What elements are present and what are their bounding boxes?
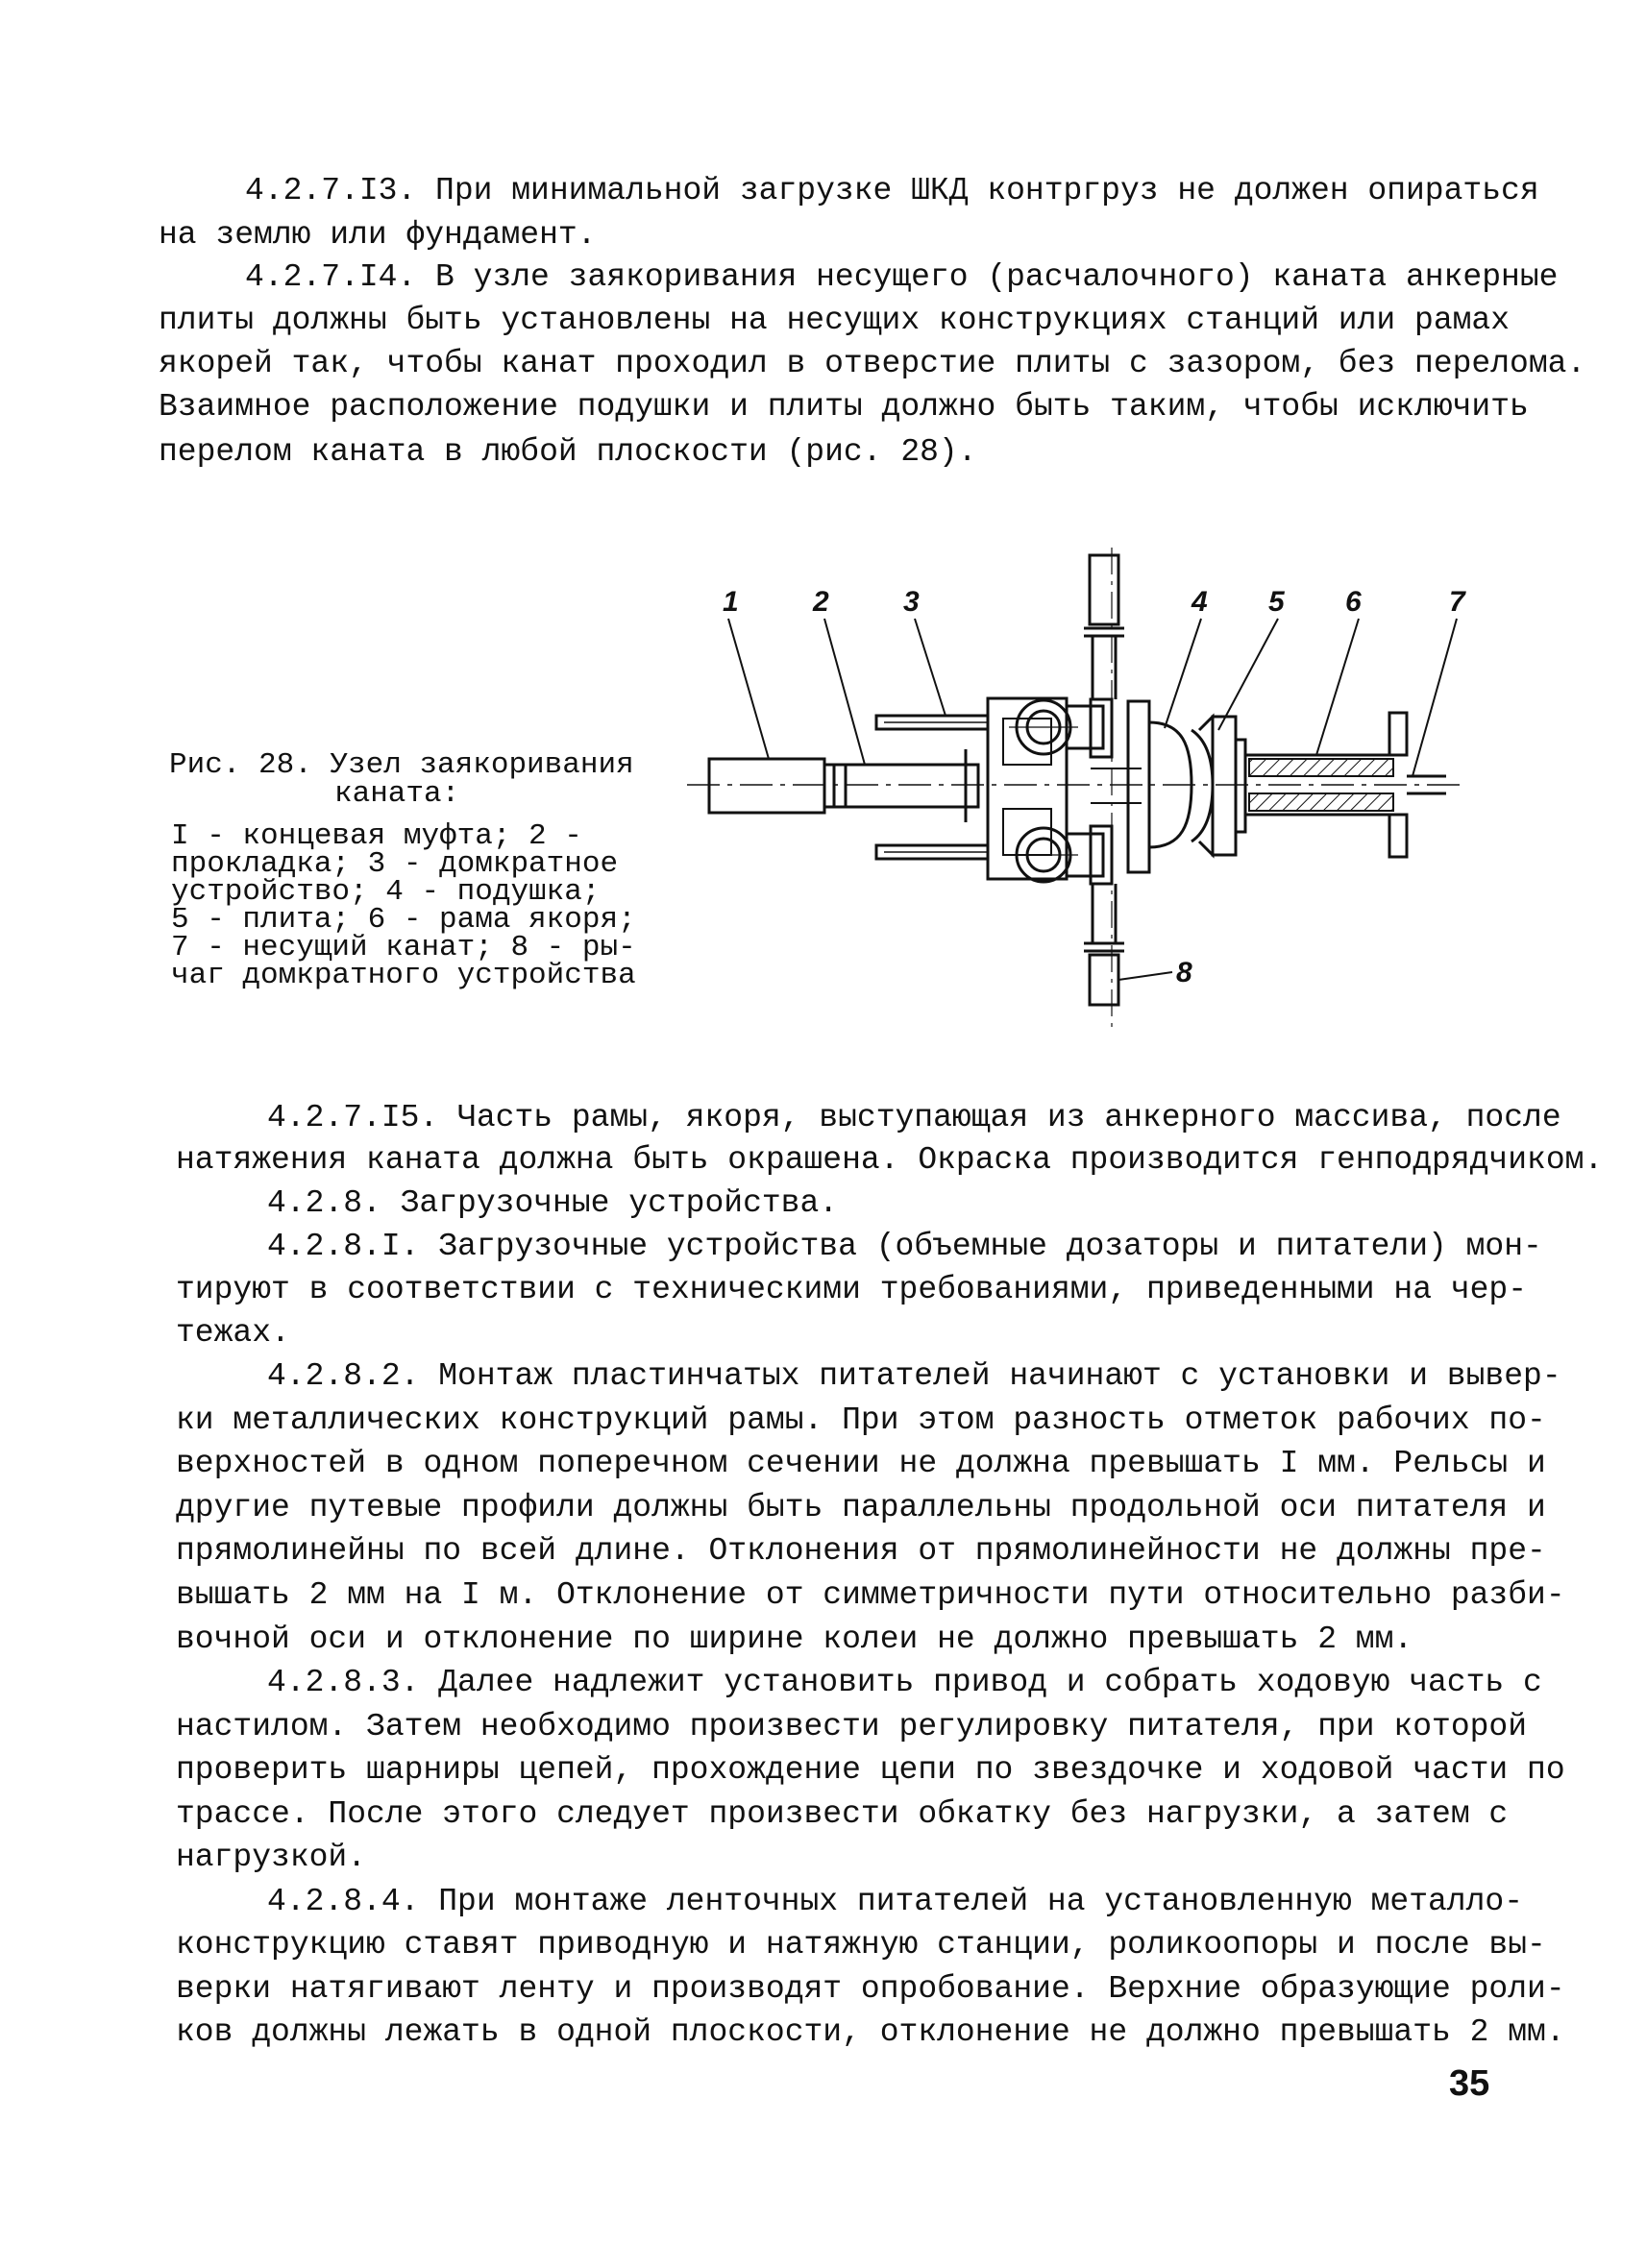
para-4-2-8-1-line-2: тируют в соответствии с техническими требованиями, приведенными на чер- [176,1272,1528,1307]
figure-legend-line-1: I - концевая муфта; 2 - [171,819,582,853]
para-4-2-7-14-line-5: перелом каната в любой плоскости (рис. 28). [159,434,977,470]
label-8: 8 [1176,957,1192,988]
figure-caption-title: Рис. 28. Узел заякоривания [169,748,634,782]
label-4: 4 [1192,586,1208,618]
label-1: 1 [723,586,739,618]
para-4-2-8-4-line-3: верки натягивают ленту и производят опробование. Верхние образующие роли- [176,1971,1565,2007]
para-4-2-8-4-line-4: ков должны лежать в одной плоскости, отклонение не должно превышать 2 мм. [176,2014,1565,2050]
para-4-2-8-1-line-1: 4.2.8.I. Загрузочные устройства (объемные дозаторы и питатели) мон- [267,1229,1542,1264]
para-4-2-7-14-line-3: якорей так, чтобы канат проходил в отверстие плиты с зазором, без перелома. [159,346,1586,381]
label-6: 6 [1345,586,1362,618]
para-4-2-8-2-line-7: вочной оси и отклонение по ширине колеи не должно превышать 2 мм. [176,1622,1413,1657]
page-number: 35 [1449,2063,1490,2104]
para-4-2-8-3-line-1: 4.2.8.3. Далее надлежит установить привод и собрать ходовую часть с [267,1665,1542,1700]
figure-legend-line-4: 5 - плита; 6 - рама якоря; [171,903,636,937]
para-4-2-8-4-line-1: 4.2.8.4. При монтаже ленточных питателей на установленную металло- [267,1884,1524,1919]
para-4-2-8-2-line-6: вышать 2 мм на I м. Отклонение от симметричности пути относительно разби- [176,1577,1565,1613]
para-4-2-7-14-line-1: 4.2.7.I4. В узле заякоривания несущего (расчалочного) каната анкерные [245,259,1559,295]
para-4-2-8-2-line-2: ки металлических конструкций рамы. При этом разность отметок рабочих по- [176,1402,1546,1438]
figure-legend-line-2: прокладка; 3 - домкратное [171,847,619,881]
section-4-2-8-heading: 4.2.8. Загрузочные устройства. [267,1185,839,1221]
para-4-2-8-3-line-5: нагрузкой. [176,1840,367,1875]
label-2: 2 [813,586,829,618]
para-4-2-8-2-line-1: 4.2.8.2. Монтаж пластинчатых питателей начинают с установки и вывер- [267,1358,1561,1394]
para-4-2-8-2-line-3: верхностей в одном поперечном сечении не должна превышать I мм. Рельсы и [176,1446,1546,1481]
para-4-2-8-2-line-5: прямолинейны по всей длине. Отклонения от прямолинейности не должны пре- [176,1533,1546,1569]
label-7: 7 [1449,586,1465,618]
para-4-2-8-3-line-4: трассе. После этого следует произвести обкатку без нагрузки, а затем с [176,1796,1509,1832]
figure-legend-line-3: устройство; 4 - подушка; [171,875,601,909]
figure-legend-line-6: чаг домкратного устройства [171,959,636,992]
para-4-2-8-4-line-2: конструкцию ставят приводную и натяжную станции, роликоопоры и после вы- [176,1927,1546,1963]
para-4-2-7-14-line-4: Взаимное расположение подушки и плиты должно быть таким, чтобы исключить [159,389,1529,425]
para-4-2-7-13-line-1: 4.2.7.I3. При минимальной загрузке ШКД контргруз не должен опираться [245,173,1539,208]
figure-caption-title-cont: канатa: [334,777,460,811]
para-4-2-8-3-line-2: настилом. Затем необходимо произвести регулировку питателя, при которой [176,1709,1528,1744]
para-4-2-7-14-line-2: плиты должны быть установлены на несущих конструкциях станций или рамах [159,303,1511,338]
para-4-2-7-15-line-2: натяжения каната должна быть окрашена. Окраска производится генподрядчиком. [176,1142,1604,1178]
para-4-2-8-1-line-3: тежах. [176,1315,290,1351]
label-5: 5 [1268,586,1285,618]
para-4-2-8-2-line-4: другие путевые профили должны быть параллельны продольной оси питателя и [176,1490,1546,1525]
figure-legend-line-5: 7 - несущий канат; 8 - ры- [171,931,636,964]
para-4-2-7-13-line-2: на землю или фундамент. [159,217,597,253]
label-3: 3 [903,586,920,618]
para-4-2-7-15-line-1: 4.2.7.I5. Часть рамы, якоря, выступающая из анкерного массива, после [267,1100,1561,1135]
para-4-2-8-3-line-3: проверить шарниры цепей, прохождение цепи по звездочке и ходовой части по [176,1752,1565,1788]
